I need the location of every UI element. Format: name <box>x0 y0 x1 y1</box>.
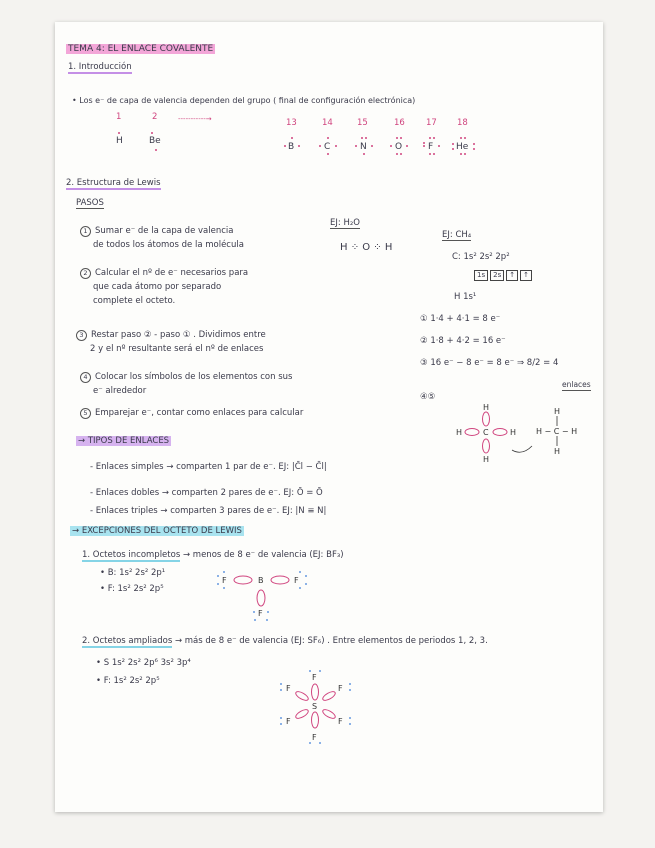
page-title <box>66 44 215 54</box>
svg-text:H: H <box>483 455 490 464</box>
incompletos-desc: → menos de 8 e⁻ de valencia (EJ: BF₃) <box>182 550 344 560</box>
svg-text:B: B <box>258 576 264 585</box>
svg-text:H − C − H: H − C − H <box>536 427 578 436</box>
f-config-amp: • F: 1s² 2s² 2p⁵ <box>96 676 160 686</box>
step-2-line1: Calcular el nº de e⁻ necesarios para <box>95 268 249 278</box>
h-config: H 1s¹ <box>454 292 477 302</box>
svg-text:F: F <box>222 576 227 585</box>
ej-h2o-label: EJ: H₂O <box>330 218 360 228</box>
svg-text:H: H <box>483 403 490 412</box>
orbital-box-2s: 2s <box>490 270 504 281</box>
step-4-line1: Colocar los símbolos de los elementos con sus <box>95 372 293 382</box>
section1-text: • Los e⁻ de capa de valencia dependen del grupo ( final de configuración electrónica) <box>72 96 416 105</box>
c-orbital-boxes <box>474 270 534 281</box>
orbital-box-1s: 1s <box>474 270 488 281</box>
step-3-number: 3 <box>76 330 87 341</box>
calc-step-45: ④⑤ <box>420 392 436 402</box>
orbital-box-2p-a: ↑ <box>506 270 518 281</box>
step-1-line2: de todos los átomos de la molécula <box>93 240 244 250</box>
svg-text:S: S <box>312 702 318 711</box>
step-5-line1: Emparejar e⁻, contar como enlaces para calcular <box>95 408 304 418</box>
element-h: H <box>116 136 123 146</box>
step-2 <box>80 268 248 279</box>
ampliados-title: 2. Octetos ampliados <box>82 636 173 646</box>
calc-step-2: ② 1·8 + 4·2 = 16 e⁻ <box>420 336 506 346</box>
tipos-heading-text: → TIPOS DE ENLACES <box>78 436 170 446</box>
svg-text:F: F <box>338 684 343 693</box>
element-b: B <box>288 142 295 152</box>
tipo-doble: - Enlaces dobles → comparten 2 pares de e⁻. EJ: Ō = Ō <box>90 488 323 498</box>
enlaces-note: enlaces <box>562 380 591 389</box>
group-16: 16 <box>394 118 405 128</box>
element-he: He <box>456 142 469 152</box>
octetos-ampliados <box>82 636 488 646</box>
svg-text:F: F <box>286 717 291 726</box>
pasos-label: PASOS <box>76 198 104 208</box>
svg-text:H: H <box>510 428 517 437</box>
orbital-box-2p-b: ↑ <box>520 270 532 281</box>
step-3-line1: Restar paso ② - paso ① . Dividimos entre <box>91 330 266 340</box>
group-1: 1 <box>116 112 122 122</box>
svg-text:C: C <box>483 428 489 437</box>
group-2: 2 <box>152 112 158 122</box>
group-13: 13 <box>286 118 297 128</box>
step-3 <box>76 330 266 341</box>
group-14: 14 <box>322 118 333 128</box>
svg-text:H: H <box>554 447 561 456</box>
tipos-heading <box>76 436 171 446</box>
element-c: C <box>324 142 331 152</box>
step-5 <box>80 408 303 419</box>
section1-heading: 1. Introducción <box>68 62 132 72</box>
b-config: • B: 1s² 2s² 2p¹ <box>100 568 166 578</box>
group-17: 17 <box>426 118 437 128</box>
step-2-line3: complete el octeto. <box>93 296 176 306</box>
s-config: • S 1s² 2s² 2p⁶ 3s² 3p⁴ <box>96 658 191 668</box>
h2o-structure: H ⁘ O ⁘ H <box>340 242 393 253</box>
calc-step-1: ① 1·4 + 4·1 = 8 e⁻ <box>420 314 501 324</box>
step-1-line1: Sumar e⁻ de la capa de valencia <box>95 226 234 236</box>
step-3-line2: 2 y el nº resultante será el nº de enlaces <box>90 344 264 354</box>
sf6-lewis-diagram <box>276 668 356 744</box>
octetos-incompletos <box>82 550 344 560</box>
ampliados-desc: → más de 8 e⁻ de valencia (EJ: SF₆) . Entre elementos de periodos 1, 2, 3. <box>174 636 488 646</box>
ej-ch4-label: EJ: CH₄ <box>442 230 472 240</box>
element-o: O <box>395 142 403 152</box>
section2-heading: 2. Estructura de Lewis <box>66 178 161 188</box>
title-text: TEMA 4: EL ENLACE COVALENTE <box>68 44 214 54</box>
svg-text:F: F <box>338 717 343 726</box>
element-f: F <box>428 142 434 152</box>
tipo-triple: - Enlaces triples → comparten 3 pares de e⁻. EJ: |N ≡ N| <box>90 506 327 516</box>
bf3-lewis-diagram <box>210 566 320 622</box>
step-4 <box>80 372 292 383</box>
excepciones-heading-text: → EXCEPCIONES DEL OCTETO DE LEWIS <box>72 526 242 536</box>
f-config-inc: • F: 1s² 2s² 2p⁵ <box>100 584 164 594</box>
step-1-number: 1 <box>80 226 91 237</box>
svg-text:F: F <box>294 576 299 585</box>
step-2-line2: que cada átomo por separado <box>93 282 222 292</box>
svg-text:F: F <box>312 733 317 742</box>
incompletos-title: 1. Octetos incompletos <box>82 550 181 560</box>
calc-step-3: ③ 16 e⁻ − 8 e⁻ = 8 e⁻ ⇒ 8/2 = 4 <box>420 358 559 368</box>
svg-text:H: H <box>554 407 561 416</box>
group-arrow: -----------→ <box>178 115 212 123</box>
step-2-number: 2 <box>80 268 91 279</box>
svg-text:F: F <box>286 684 291 693</box>
excepciones-heading <box>70 526 244 536</box>
svg-text:F: F <box>312 673 317 682</box>
group-18: 18 <box>457 118 468 128</box>
step-1 <box>80 226 233 237</box>
tipo-simple: - Enlaces simples → comparten 1 par de e⁻. EJ: |C̄l − C̄l| <box>90 462 327 472</box>
step-5-number: 5 <box>80 408 91 419</box>
step-4-number: 4 <box>80 372 91 383</box>
svg-text:F: F <box>258 609 263 618</box>
step-4-line2: e⁻ alrededor <box>93 386 147 396</box>
svg-text:H: H <box>456 428 463 437</box>
c-config: C: 1s² 2s² 2p² <box>452 252 510 262</box>
element-n: N <box>360 142 367 152</box>
ch4-lewis-diagram <box>450 398 590 468</box>
group-15: 15 <box>357 118 368 128</box>
element-be: Be <box>149 136 161 146</box>
